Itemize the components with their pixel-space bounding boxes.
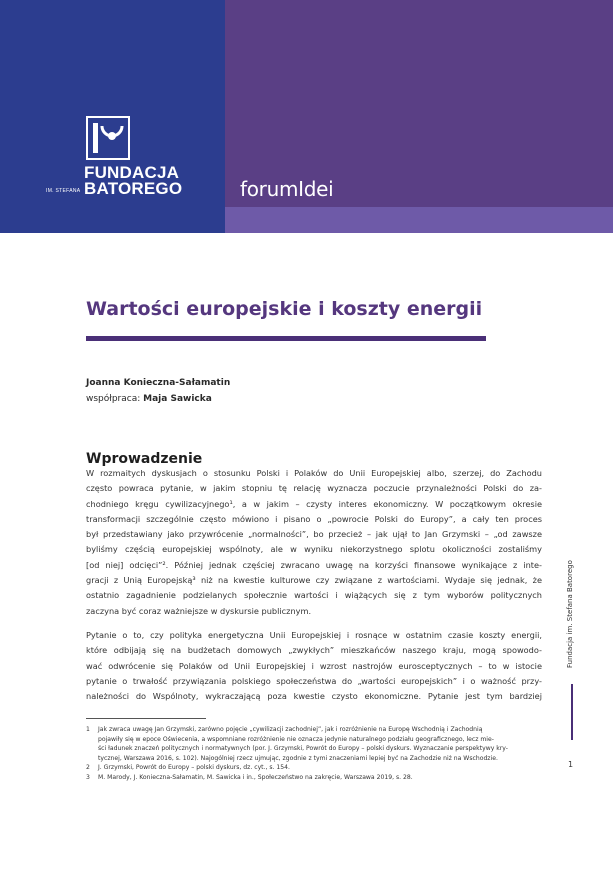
side-publisher-text: Fundacja im. Stefana Batorego: [566, 560, 574, 668]
paragraph-1-line: W rozmaitych dyskusjach o stosunku Polski i Polaków do Unii Europejskiej albo, szerzej, do Zachodu: [86, 468, 542, 478]
paragraph-2-line: Pytanie o to, czy polityka energetyczna Unii Europejskiej i rosnące w ostatnim czasie koszty energii,: [86, 630, 542, 640]
footnote-line: ści ładunek znaczeń politycznych i normatywnych (por. J. Grzymski, Powrót do Europy – polski dyskurs. Wyznaczanie perspektywy kry-: [98, 745, 508, 753]
footnote-number: 2: [86, 764, 90, 772]
page-number: 1: [568, 760, 574, 769]
paragraph-1-line: transformacji szczególnie często mówiono i pisano o „powrocie Polski do Europy”, a cały ten proces: [86, 513, 542, 524]
footnote-line: M. Marody, J. Konieczna-Sałamatin, M. Sawicka i in., Społeczeństwo na zakręcie, Warszawa 2019, s. 28.: [98, 773, 413, 781]
author: Joanna Konieczna-Sałamatin: [86, 378, 231, 388]
footnotes: [86, 725, 546, 783]
footnote: [86, 773, 546, 783]
page-title: Wartości europejskie i koszty energii: [86, 298, 483, 320]
footnote-divider: [86, 718, 206, 719]
footnote: [86, 763, 546, 773]
footnote-line: tycznej, Warszawa 2016, s. 102). Najogólniej rzecz ujmując, zgodnie z tymi znaczeniami lepiej być na Zachodzie niż na Wschodzie.: [98, 754, 498, 762]
footnote-line: J. Grzymski, Powrót do Europy – polski dyskurs, dz. cyt., s. 154.: [98, 764, 290, 772]
paragraph-1-line: ostatnio zagadnienie podzielanych społecznie wartości i wiążących się z tym wyborów politycznych: [86, 590, 542, 601]
paragraph-2-line: pytanie o trwałość przywiązania polskiego społeczeństwa do „wartości europejskich” i o ważność przy-: [86, 675, 542, 686]
paragraph-1-line: był przedstawiany jako przywrócenie „normalności”, bo przecież – jak ujął to Jan Grzymski – „od zawsze: [86, 529, 542, 540]
paragraph-1: [86, 466, 542, 619]
paragraph-1-line: chodniego kręgu cywilizacyjnego¹, a w jakim – czysty interes ekonomiczny. W początkowym okresie: [86, 498, 542, 509]
paragraph-1-line: często powraca pytanie, w jakim stopniu tę relację wyznacza poczucie przynależności Polski do za-: [86, 483, 542, 494]
logo-line-2: BATOREGO: [84, 179, 183, 198]
header-band: [225, 207, 613, 233]
paragraph-1-line: gracji z Unią Europejską³ niż na kwestie kulturowe czy związane z wartościami. Wydaje się jednak, że: [86, 575, 542, 586]
footnote-line: Jak zwraca uwagę Jan Grzymski, zarówno pojęcie „cywilizacji zachodniej”, jak i rozróżnienie na Europę Wschodnią i Zachodnią: [98, 726, 483, 733]
footnote-line: pojawiły się w epoce Oświecenia, a wspomniane rozróżnienie nie oznacza jedynie naturalnego podziału geograficznego, lecz mie-: [98, 735, 494, 743]
title-underline: [86, 336, 486, 341]
footnote-number: 1: [86, 726, 90, 733]
paragraph-1-line: zaczyna być coraz ważniejsze w dyskursie publicznym.: [86, 605, 312, 616]
logo-line-1: FUNDACJA: [84, 163, 180, 182]
paragraph-1-line: byliśmy częścią europejskiej wspólnoty, ale w wyniku niekorzystnego splotu okoliczności zostaliśmy: [86, 544, 542, 555]
logo-text: [84, 163, 183, 198]
paragraph-2: [86, 628, 542, 704]
logo-small-text: IM. STEFANA: [46, 188, 81, 194]
coauthor-label: współpraca:: [86, 394, 141, 404]
footnote-number: 3: [86, 773, 90, 781]
paragraph-1-line: [od niej] odcięci”². Później jednak częściej zwracano uwagę na korzyści finansowe wynikające z inte-: [86, 559, 542, 570]
footnote: [86, 725, 546, 763]
section-heading: Wprowadzenie: [86, 451, 203, 467]
coauthor: [86, 394, 212, 404]
paragraph-2-line: należności do Wspólnoty, wykraczającą poza kwestie czysto ekonomiczne. Pytanie jest tym bardziej: [86, 691, 542, 702]
series-name: forumIdei: [240, 177, 334, 201]
foundation-logo-icon: [86, 116, 130, 160]
side-rule: [571, 684, 573, 740]
paragraph-2-line: które odbijają się na budżetach domowych „zwykłych” mieszkańców naszego kraju, mogą spowodo-: [86, 645, 542, 656]
paragraph-2-line: wać odwrócenie się Polaków od Unii Europejskiej i wzrost nastrojów eurosceptycznych – to w istocie: [86, 660, 542, 671]
coauthor-name: Maja Sawicka: [143, 394, 212, 404]
